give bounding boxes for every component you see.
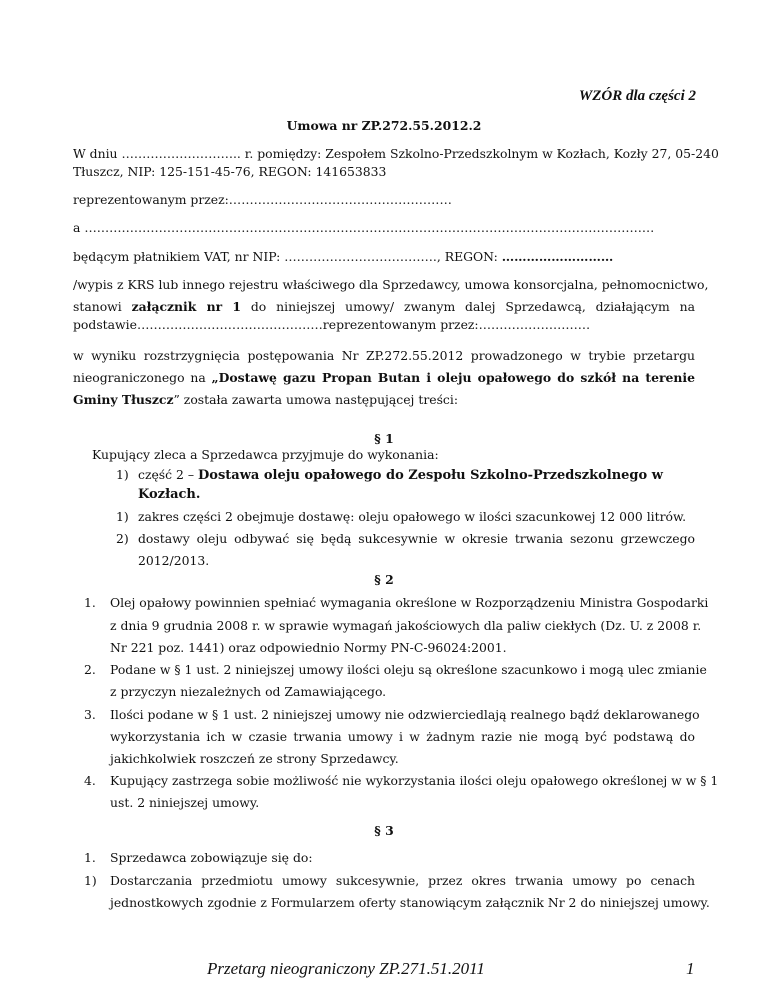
intro-line-4: a ………………………………………………………………………………………………………………………… xyxy=(73,220,655,235)
s1-sub-2-number: 2) xyxy=(116,531,129,546)
intro-line-9: w wyniku rozstrzygnięcia postępowania Nr ZP.272.55.2012 prowadzonego w trybie przetargu xyxy=(73,348,695,363)
regon-blank: ……………………… xyxy=(501,249,614,264)
s1-sub-1-number: 1) xyxy=(116,509,129,524)
s1-item-1-cont: Kozłach. xyxy=(138,487,201,502)
s2-p2-line-1: Podane w § 1 ust. 2 niniejszej umowy ilości oleju są określone szacunkowo i mogą ulec zmianie xyxy=(110,662,707,677)
intro-line-6: /wypis z KRS lub innego rejestru właściwego dla Sprzedawcy, umowa konsorcjalna, pełnomocnictwo, xyxy=(73,277,709,292)
s3-p1-number: 1. xyxy=(84,850,96,865)
s2-p4-line-1: Kupujący zastrzega sobie możliwość nie wykorzystania ilości oleju opałowego określonej w w § 1 xyxy=(110,773,719,788)
s1-sub-2-line-2: 2012/2013. xyxy=(138,553,210,568)
section-2-heading: § 2 xyxy=(374,572,394,587)
footer-text: Przetarg nieograniczony ZP.271.51.2011 xyxy=(207,959,485,978)
tender-subject: „Dostawę gazu Propan Butan i oleju opałowego do szkół na terenie xyxy=(211,370,695,385)
tender-text: nieograniczonego na xyxy=(73,370,212,385)
s1-item-1 xyxy=(138,467,663,484)
s2-p2-line-2: z przyczyn niezależnych od Zamawiającego. xyxy=(110,684,387,699)
s2-p1-line-3: Nr 221 poz. 1441) oraz odpowiednio Normy PN-C-96024:2001. xyxy=(110,640,507,655)
s2-p3-line-2: wykorzystania ich w czasie trwania umowy i w żadnym razie nie mogą być podstawą do xyxy=(110,729,695,744)
section-3-heading: § 3 xyxy=(374,823,394,838)
constitutes-text: stanowi xyxy=(73,299,132,314)
contract-title: Umowa nr ZP.272.55.2012.2 xyxy=(286,118,482,133)
intro-line-2: Tłuszcz, NIP: 125-151-45-76, REGON: 141653833 xyxy=(73,164,387,179)
commune-name: Gminy Tłuszcz xyxy=(73,392,174,407)
intro-line-10 xyxy=(73,370,695,386)
page-number: 1 xyxy=(686,959,695,978)
section-1-lead: Kupujący zleca a Sprzedawca przyjmuje do wykonania: xyxy=(92,447,439,462)
concluded-text: ” została zawarta umowa następującej treści: xyxy=(173,392,459,407)
s2-p3-line-3: jakichkolwiek roszczeń ze strony Sprzedawcy. xyxy=(110,751,399,766)
intro-line-8: podstawie………………………………………reprezentowanym przez:……………………… xyxy=(73,317,591,332)
intro-line-3: reprezentowanym przez:……………………………………………… xyxy=(73,192,452,207)
intro-line-7 xyxy=(73,299,695,315)
s2-p4-number: 4. xyxy=(84,773,96,788)
s1-item-1-number: 1) xyxy=(116,467,129,482)
s1-sub-2-line-1: dostawy oleju odbywać się będą sukcesywnie w okresie trwania sezonu grzewczego xyxy=(138,531,695,546)
s2-p4-line-2: ust. 2 niniejszej umowy. xyxy=(110,795,260,810)
intro-line-5 xyxy=(73,249,613,265)
part-2-title: Dostawa oleju opałowego do Zespołu Szkolno-Przedszkolnego w xyxy=(198,468,663,483)
s2-p2-number: 2. xyxy=(84,662,96,677)
vat-payer-text: będącym płatnikiem VAT, nr NIP: ………………………………., REGON: xyxy=(73,249,502,264)
section-1-heading: § 1 xyxy=(374,431,394,446)
intro-line-11 xyxy=(73,392,458,408)
intro-line-1: W dniu ……………………….. r. pomiędzy: Zespołem Szkolno-Przedszkolnym w Kozłach, Kozły 27, 05-240 xyxy=(73,146,719,161)
s3-sub-1-line-2: jednostkowych zgodnie z Formularzem oferty stanowiącym załącznik Nr 2 do niniejszej umowy. xyxy=(110,895,710,910)
part-2-text: część 2 – xyxy=(138,467,198,482)
seller-text: do niniejszej umowy/ zwanym dalej Sprzedawcą, działającym na xyxy=(241,299,696,314)
s3-sub-1-line-1: Dostarczania przedmiotu umowy sukcesywnie, przez okres trwania umowy po cenach xyxy=(110,873,695,888)
s2-p3-number: 3. xyxy=(84,707,96,722)
s2-p1-line-2: z dnia 9 grudnia 2008 r. w sprawie wymagań jakościowych dla paliw ciekłych (Dz. U. z 2008 r. xyxy=(110,618,702,633)
s2-p1-line-1: Olej opałowy powinnien spełniać wymagania określone w Rozporządzeniu Ministra Gospodarki xyxy=(110,595,709,610)
s1-sub-1: zakres części 2 obejmuje dostawę: oleju opałowego w ilości szacunkowej 12 000 litrów. xyxy=(138,509,687,524)
s3-p1: Sprzedawca zobowiązuje się do: xyxy=(110,850,313,865)
template-label: WZÓR dla części 2 xyxy=(578,88,696,104)
s3-sub-1-number: 1) xyxy=(84,873,97,888)
s2-p1-number: 1. xyxy=(84,595,96,610)
s2-p3-line-1: Ilości podane w § 1 ust. 2 niniejszej umowy nie odzwierciedlają realnego bądź deklarowanego xyxy=(110,707,700,722)
attachment-1: załącznik nr 1 xyxy=(131,299,241,314)
